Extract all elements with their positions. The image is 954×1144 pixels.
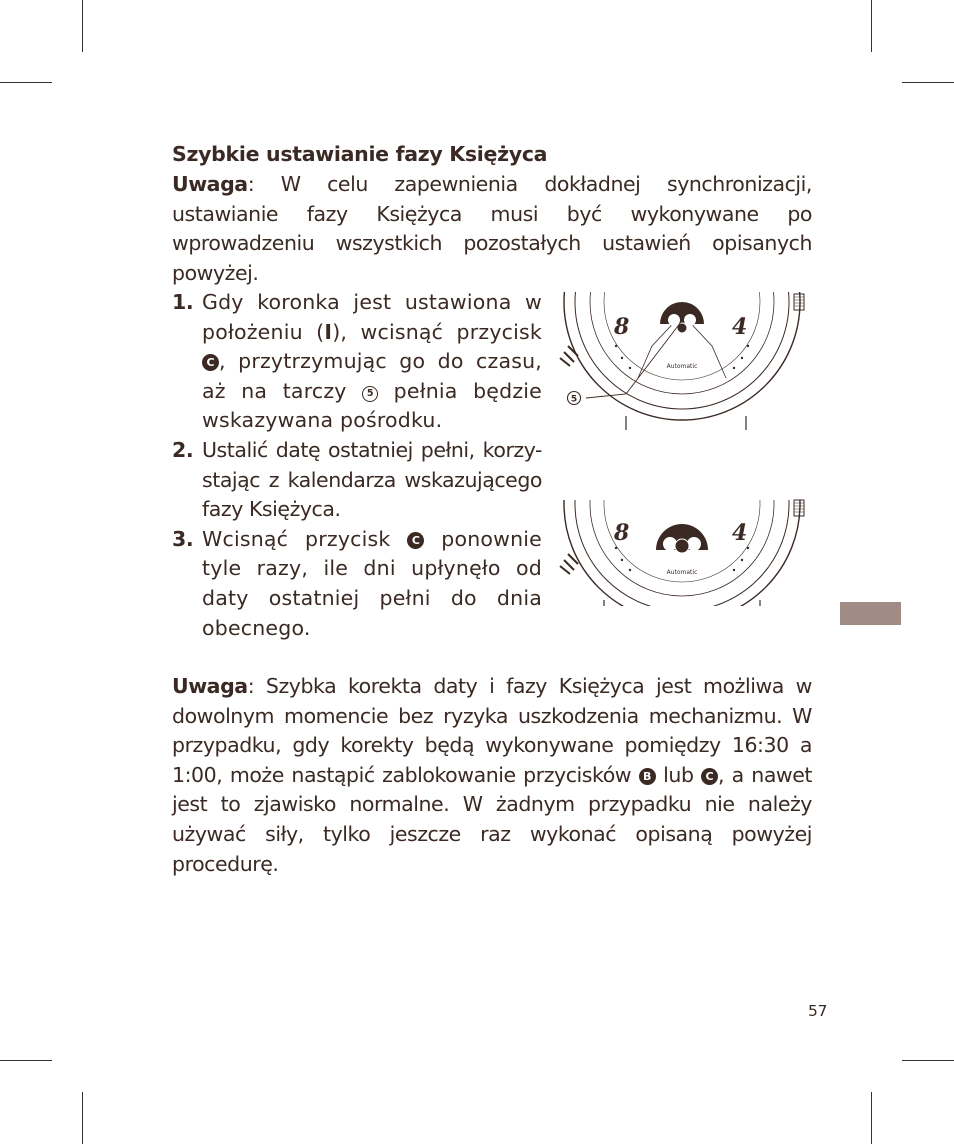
- button-c-icon: C: [701, 768, 718, 785]
- crop-mark: [82, 0, 83, 52]
- step-text: Ustalić datę ostatniej pełni, korzy-stając z kalendarza wskazującego fazy Księżyca.: [202, 437, 542, 522]
- crop-mark: [871, 1092, 872, 1144]
- watch-illustration-2: [556, 494, 808, 606]
- press-arrow-icon: [560, 346, 578, 366]
- dial-numeral-right: 4: [732, 520, 748, 546]
- crop-mark: [0, 1060, 52, 1061]
- note-label: Uwaga: [172, 674, 248, 698]
- watch-illustration-1: [556, 286, 808, 430]
- dial-numeral-left: 8: [614, 520, 630, 546]
- note-text: : W celu zapewnienia dokładnej synchronizacji, ustawianie fazy Księżyca musi być wykonywane po wprowadzeniu wszystkich pozostałych ustawień opisanych powyżej.: [172, 172, 812, 285]
- list-item: [172, 288, 542, 436]
- section-title: Szybkie ustawianie fazy Księżyca: [172, 142, 548, 166]
- list-item: [172, 436, 542, 525]
- crop-mark: [871, 0, 872, 52]
- step-text-part: pełnia będzie wskazywana pośrodku.: [202, 378, 542, 433]
- crop-mark: [902, 1060, 954, 1061]
- step-text: [202, 525, 542, 643]
- dial-numeral-left: 8: [614, 314, 630, 340]
- crop-mark: [82, 1092, 83, 1144]
- step-text-part: ), wcisnąć przycisk: [332, 319, 542, 344]
- callout-label: 5: [570, 394, 578, 405]
- step-text-part: Wcisnąć przycisk: [202, 526, 408, 551]
- reference-5-icon: 5: [362, 386, 378, 402]
- page-number: 57: [808, 1002, 828, 1020]
- crop-mark: [0, 82, 52, 83]
- note-text: , a nawet jest to zjawisko normalne. W żadnym przypadku nie należy używać siły, tylko jeszcze raz wykonać opisaną powyżej procedurę.: [172, 762, 812, 876]
- brand-label: Automatic: [666, 363, 698, 370]
- step-number: 3.: [172, 526, 194, 551]
- step-number: 1.: [172, 290, 194, 314]
- crop-mark: [902, 82, 954, 83]
- brand-label: Automatic: [666, 569, 698, 576]
- button-c-icon: C: [407, 532, 424, 549]
- list-item: [172, 525, 542, 643]
- section-tab: [840, 602, 901, 625]
- button-b-icon: B: [639, 768, 656, 785]
- step-text-part: ponownie tyle razy, ile dni upłynęło od daty ostatniej pełni do dnia obecnego.: [202, 526, 542, 640]
- note-paragraph: [172, 672, 812, 879]
- button-c-icon: C: [202, 354, 219, 371]
- step-text-part: , przytrzymując go do czasu, aż na tarczy: [202, 349, 542, 403]
- note-label: Uwaga: [172, 172, 248, 196]
- step-number: 2.: [172, 437, 194, 462]
- crown-position: I: [324, 319, 333, 344]
- note-paragraph: [172, 170, 812, 288]
- moon-icon: [675, 539, 689, 553]
- step-text: [202, 288, 542, 436]
- crown-icon: [794, 294, 804, 310]
- steps-list: [172, 288, 542, 643]
- dial-numeral-right: 4: [732, 314, 748, 340]
- step-text-part: Gdy koronka jest ustawiona w położeniu (: [202, 290, 542, 344]
- callout-line: [586, 318, 684, 398]
- press-arrow-icon: [560, 554, 578, 574]
- note-text: lub: [655, 762, 702, 787]
- note-text: : Szybka korekta daty i fazy Księżyca jest możliwa w dowolnym momencie bez ryzyka uszkodzenia mechanizmu. W przypadku, gdy korekty będą wykonywane pomiędzy 16:30 a 1:00, może nastąpić zablokowanie przycisków: [172, 674, 812, 787]
